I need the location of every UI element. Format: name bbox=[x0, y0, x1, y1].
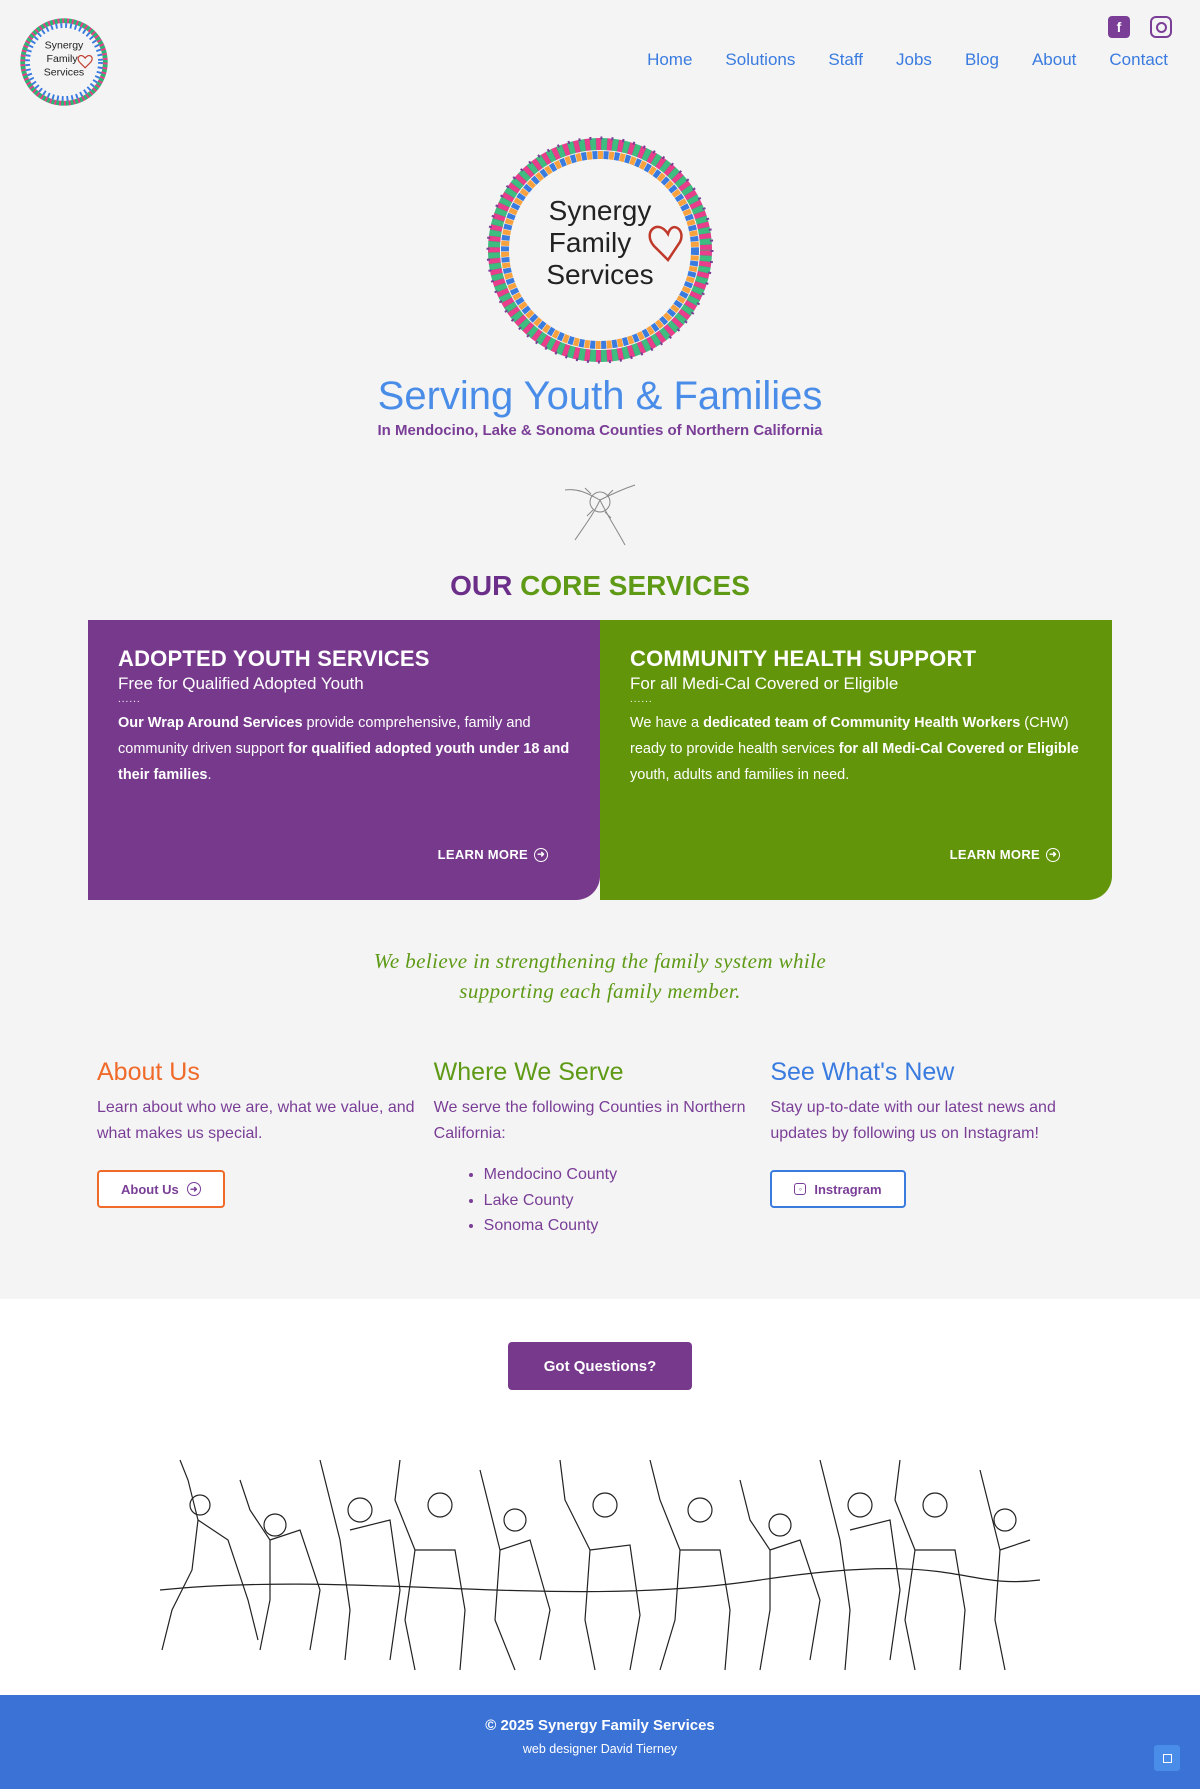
card-title: ADOPTED YOUTH SERVICES bbox=[118, 646, 430, 671]
nav-solutions[interactable]: Solutions bbox=[725, 50, 796, 69]
logo-line2: Family bbox=[46, 53, 78, 65]
card-subtitle: Free for Qualified Adopted Youth bbox=[118, 674, 364, 693]
core-title-services: CORE SERVICES bbox=[520, 570, 750, 601]
arrow-right-circle-icon: ➜ bbox=[534, 848, 548, 862]
site-logo[interactable] bbox=[16, 14, 112, 110]
card-text-bold: dedicated team of Community Health Workers bbox=[703, 715, 1021, 731]
serve-title: Where We Serve bbox=[433, 1058, 624, 1086]
core-services-title bbox=[0, 570, 1200, 602]
footer-credit[interactable]: web designer David Tierney bbox=[522, 1742, 678, 1756]
instagram-button-label: Instragram bbox=[814, 1181, 882, 1197]
quote-line2: supporting each family member. bbox=[459, 979, 741, 1003]
about-text: Learn about who we are, what we value, and what makes us special. bbox=[97, 1099, 415, 1142]
list-item: • Mendocino County bbox=[484, 1162, 771, 1188]
service-cards bbox=[88, 620, 1112, 900]
instagram-icon[interactable] bbox=[1150, 16, 1172, 38]
square-icon bbox=[1163, 1754, 1172, 1763]
learn-more-link[interactable] bbox=[950, 847, 1060, 862]
heart-icon bbox=[650, 227, 682, 260]
card-text-bold2: for qualified adopted youth under 18 and their families bbox=[118, 741, 570, 783]
about-title: About Us bbox=[97, 1058, 200, 1086]
dancer-figures bbox=[160, 1460, 1040, 1670]
serve-text: We serve the following Counties in Northern California: bbox=[433, 1099, 746, 1142]
nav-blog[interactable]: Blog bbox=[964, 50, 999, 69]
county-list bbox=[484, 1162, 771, 1239]
arrow-right-circle-icon: ➜ bbox=[187, 1182, 201, 1196]
main-nav bbox=[647, 50, 1168, 70]
learn-more-label: LEARN MORE bbox=[437, 847, 528, 862]
card-divider: ...... bbox=[630, 694, 653, 705]
learn-more-label: LEARN MORE bbox=[949, 847, 1040, 862]
info-columns bbox=[97, 1058, 1107, 1239]
hero-logo-line2: Family bbox=[548, 227, 632, 258]
about-us-button[interactable] bbox=[97, 1170, 225, 1208]
card-text-part2: (CHW) ready to provide health services bbox=[630, 715, 1069, 757]
serve-column bbox=[434, 1058, 771, 1239]
card-text-bold2: for all Medi-Cal Covered or Eligible bbox=[838, 741, 1079, 757]
site-header bbox=[0, 0, 1200, 120]
instagram-icon: ◦ bbox=[794, 1183, 806, 1195]
about-column bbox=[97, 1058, 434, 1239]
card-adopted-youth bbox=[88, 620, 600, 900]
news-column bbox=[770, 1058, 1107, 1239]
card-community-health bbox=[600, 620, 1112, 900]
hero-subtitle: In Mendocino, Lake & Sonoma Counties of Northern California bbox=[377, 422, 823, 439]
nav-staff[interactable]: Staff bbox=[828, 50, 864, 69]
card-text bbox=[630, 710, 1082, 788]
logo-line3: Services bbox=[43, 66, 85, 79]
hero-title: Serving Youth & Families bbox=[377, 374, 823, 418]
card-text-part: We have a bbox=[630, 715, 704, 731]
logo-line1: Synergy bbox=[44, 39, 84, 52]
arrow-right-circle-icon: ➜ bbox=[1046, 848, 1060, 862]
list-item: • Lake County bbox=[484, 1188, 771, 1214]
nav-about[interactable]: About bbox=[1031, 50, 1077, 69]
card-text bbox=[118, 710, 570, 788]
site-footer bbox=[0, 1695, 1200, 1789]
core-title-our: OUR bbox=[450, 570, 513, 601]
about-us-button-label: About Us bbox=[121, 1181, 179, 1197]
quote-line1: We believe in strengthening the family system while bbox=[373, 949, 827, 973]
nav-contact[interactable]: Contact bbox=[1109, 50, 1168, 69]
scroll-to-top-button[interactable] bbox=[1154, 1745, 1180, 1771]
card-text-bold: Our Wrap Around Services bbox=[118, 715, 303, 731]
nav-jobs[interactable]: Jobs bbox=[896, 50, 932, 69]
card-title: COMMUNITY HEALTH SUPPORT bbox=[630, 646, 977, 671]
news-title: See What's New bbox=[770, 1058, 955, 1086]
card-text-end: youth, adults and families in need. bbox=[630, 767, 850, 783]
got-questions-button[interactable]: Got Questions? bbox=[508, 1342, 692, 1390]
news-text: Stay up-to-date with our latest news and updates by following us on Instagram! bbox=[770, 1099, 1056, 1142]
social-links bbox=[1108, 16, 1172, 38]
instagram-button[interactable] bbox=[770, 1170, 905, 1208]
list-item: • Sonoma County bbox=[484, 1213, 771, 1239]
hero-logo-line1: Synergy bbox=[548, 195, 652, 226]
footer-copyright: © 2025 Synergy Family Services bbox=[485, 1717, 715, 1734]
joined-hands-icon bbox=[555, 460, 645, 550]
card-subtitle: For all Medi-Cal Covered or Eligible bbox=[630, 674, 899, 693]
dancing-people-illustration bbox=[160, 1450, 1040, 1680]
hero-logo-line3: Services bbox=[546, 259, 654, 290]
learn-more-link[interactable] bbox=[438, 847, 548, 862]
card-text-part: provide comprehensive, family and community driven support bbox=[118, 715, 531, 757]
card-divider: ...... bbox=[118, 694, 141, 705]
facebook-icon[interactable]: f bbox=[1108, 16, 1130, 38]
card-text-end: . bbox=[207, 767, 212, 783]
mission-quote bbox=[0, 946, 1200, 1006]
nav-home[interactable]: Home bbox=[647, 50, 693, 69]
hero-logo bbox=[480, 130, 720, 370]
